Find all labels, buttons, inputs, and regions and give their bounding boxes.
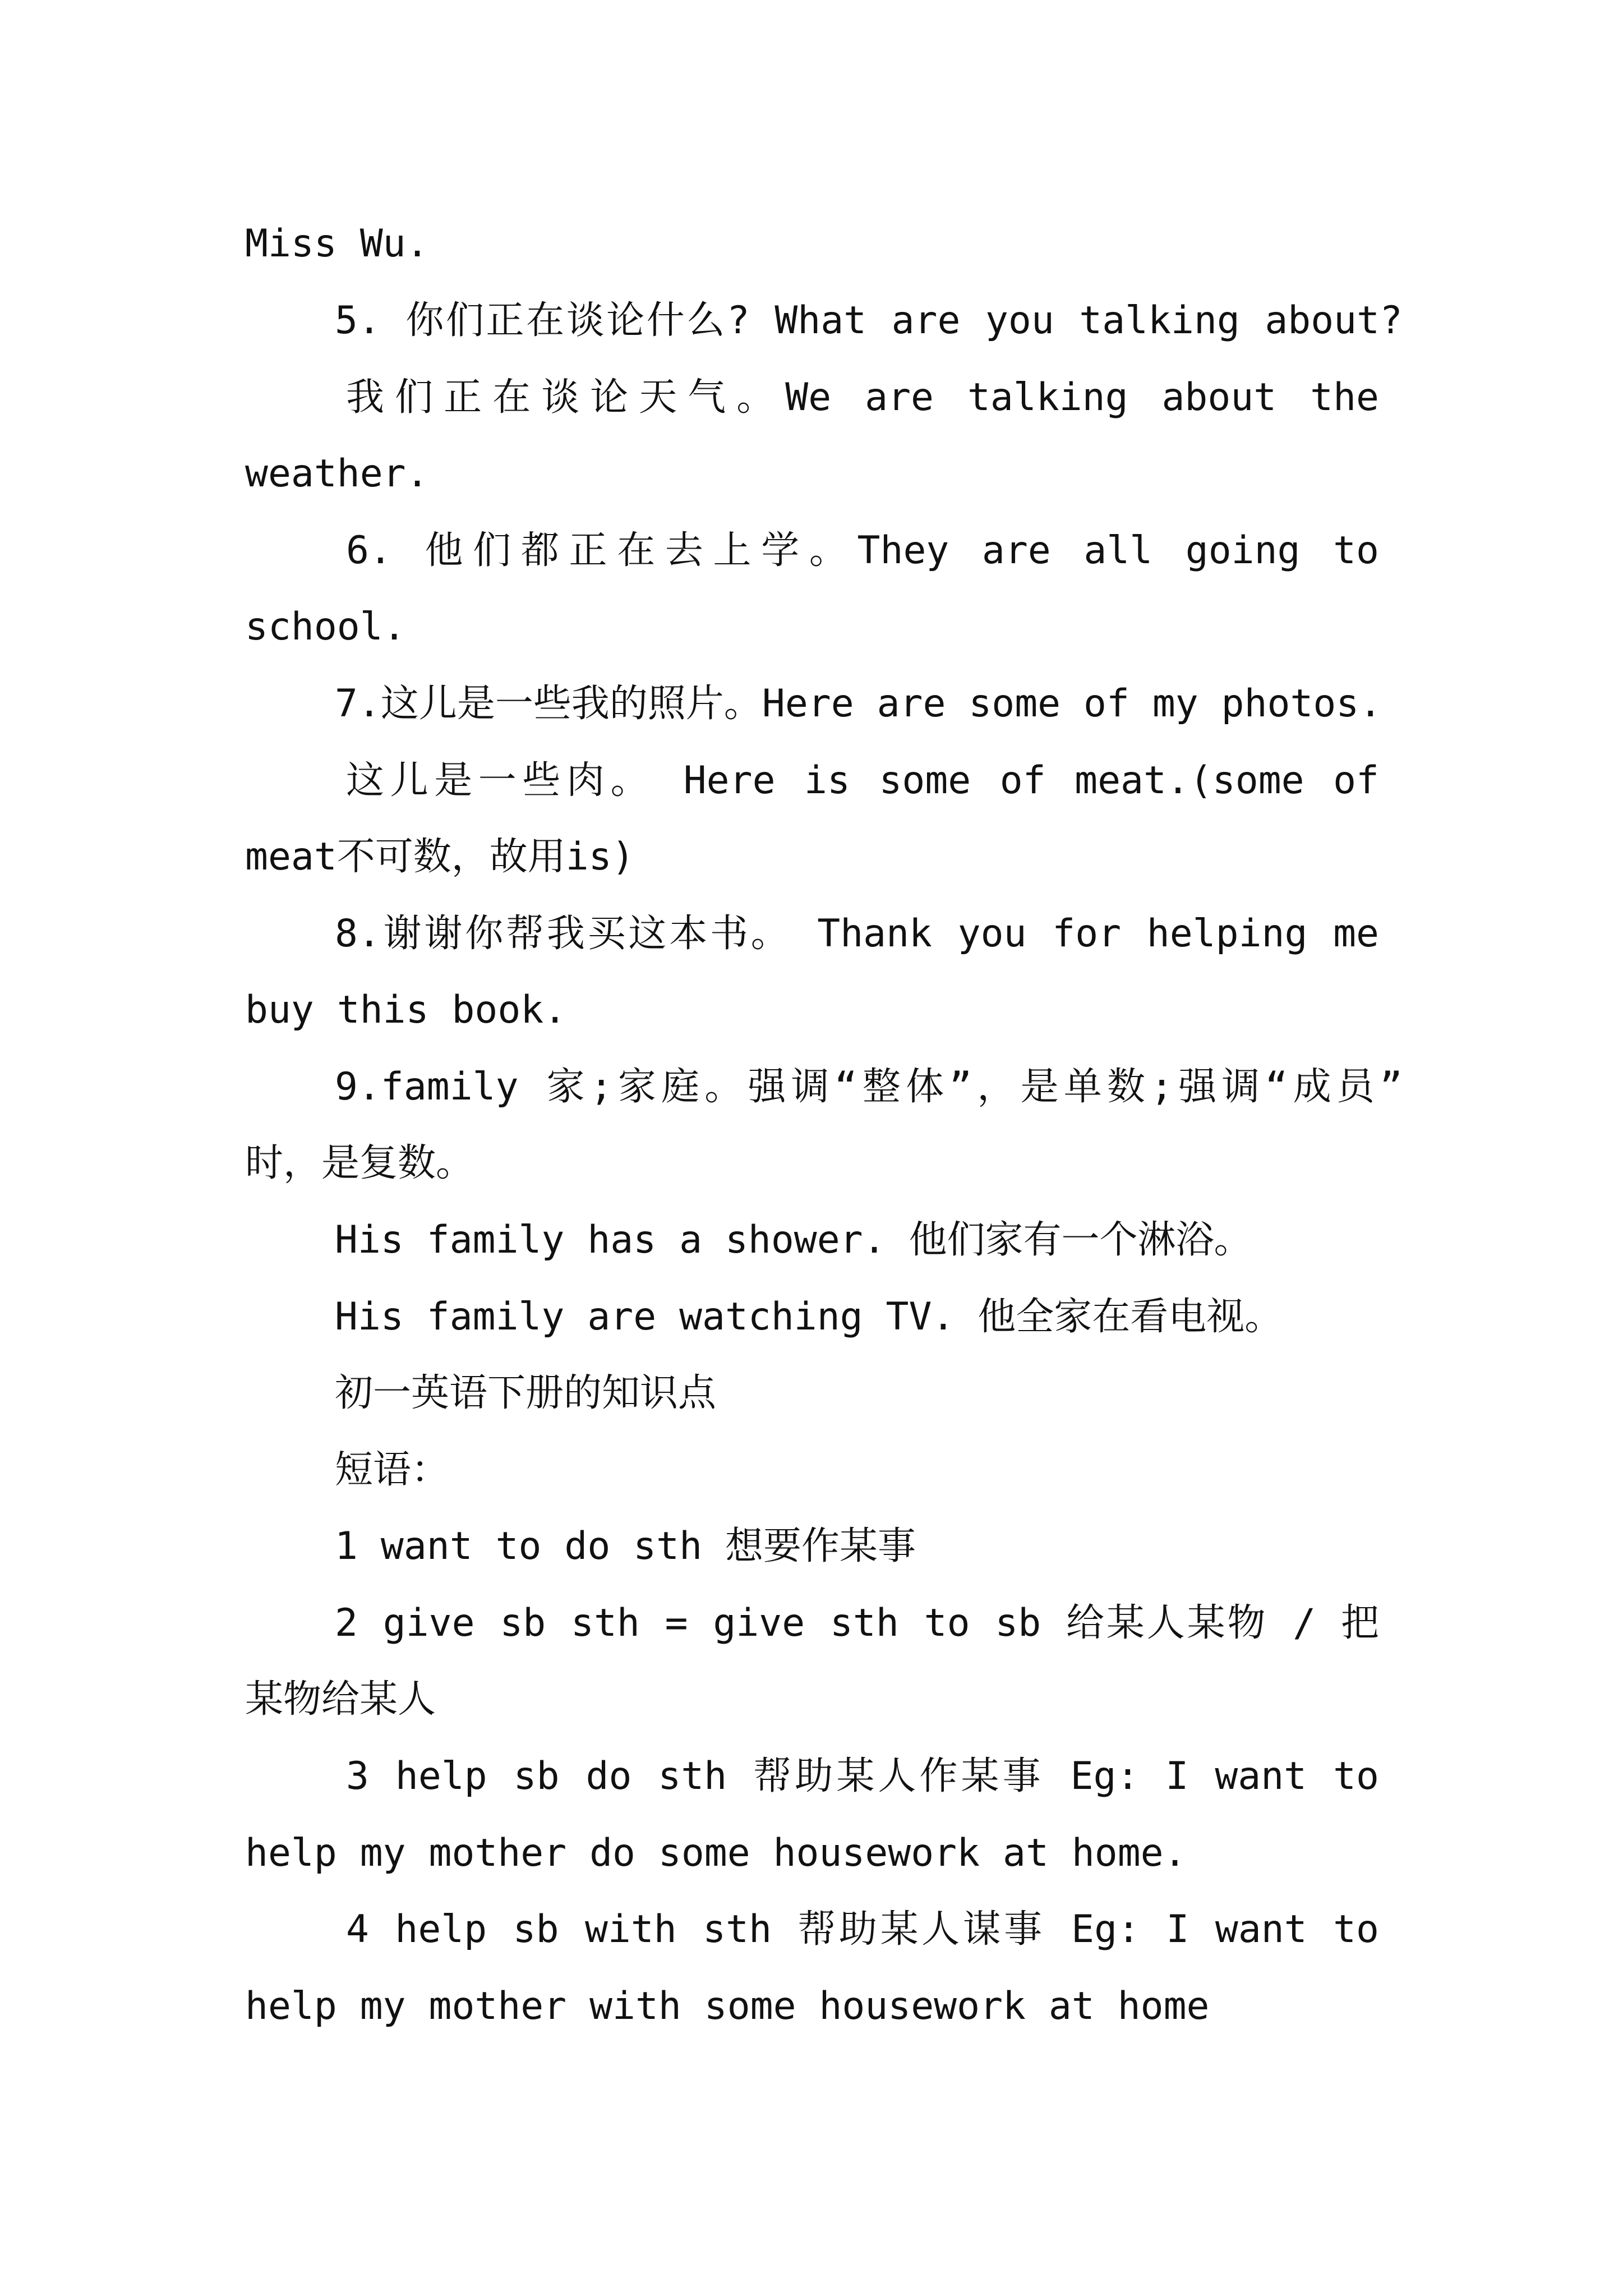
text-line: weather.	[245, 452, 429, 496]
text-line: buy this book.	[245, 988, 567, 1032]
text-line: His family has a shower. 他们家有一个淋浴。	[335, 1218, 1252, 1262]
text-line: 短语：	[335, 1448, 450, 1492]
text-line: meat不可数，故用is)	[245, 835, 635, 879]
text-line: school.	[245, 605, 406, 649]
text-line: 1 want to do sth 想要作某事	[335, 1524, 916, 1568]
text-line: 3 help sb do sth 帮助某人作某事 Eg: I want to	[346, 1754, 1379, 1798]
text-line: 9.family 家;家庭。强调“整体”，是单数;强调“成员”	[335, 1065, 1403, 1109]
text-line: 2 give sb sth = give sth to sb 给某人某物 / 把	[335, 1601, 1379, 1645]
text-line: help my mother do some housework at home.	[245, 1831, 1187, 1875]
text-line: 6. 他们都正在去上学。They are all going to	[346, 528, 1379, 573]
text-line: 时，是复数。	[245, 1141, 474, 1185]
text-line: 4 help sb with sth 帮助某人谋事 Eg: I want to	[346, 1907, 1379, 1952]
text-line: 初一英语下册的知识点	[335, 1371, 717, 1415]
text-line: help my mother with some housework at home	[245, 1984, 1210, 2028]
text-line: 5. 你们正在谈论什么? What are you talking about?	[335, 298, 1403, 343]
text-line: 7.这儿是一些我的照片。Here are some of my photos.	[335, 682, 1382, 726]
text-line: 某物给某人	[245, 1677, 436, 1722]
text-line: Miss Wu.	[245, 222, 429, 266]
text-line: His family are watching TV. 他全家在看电视。	[335, 1295, 1283, 1339]
text-line: 这儿是一些肉。 Here is some of meat.(some of	[346, 758, 1379, 803]
text-line: 我们正在谈论天气。We are talking about the	[346, 375, 1379, 420]
text-line: 8.谢谢你帮我买这本书。 Thank you for helping me	[335, 912, 1379, 956]
